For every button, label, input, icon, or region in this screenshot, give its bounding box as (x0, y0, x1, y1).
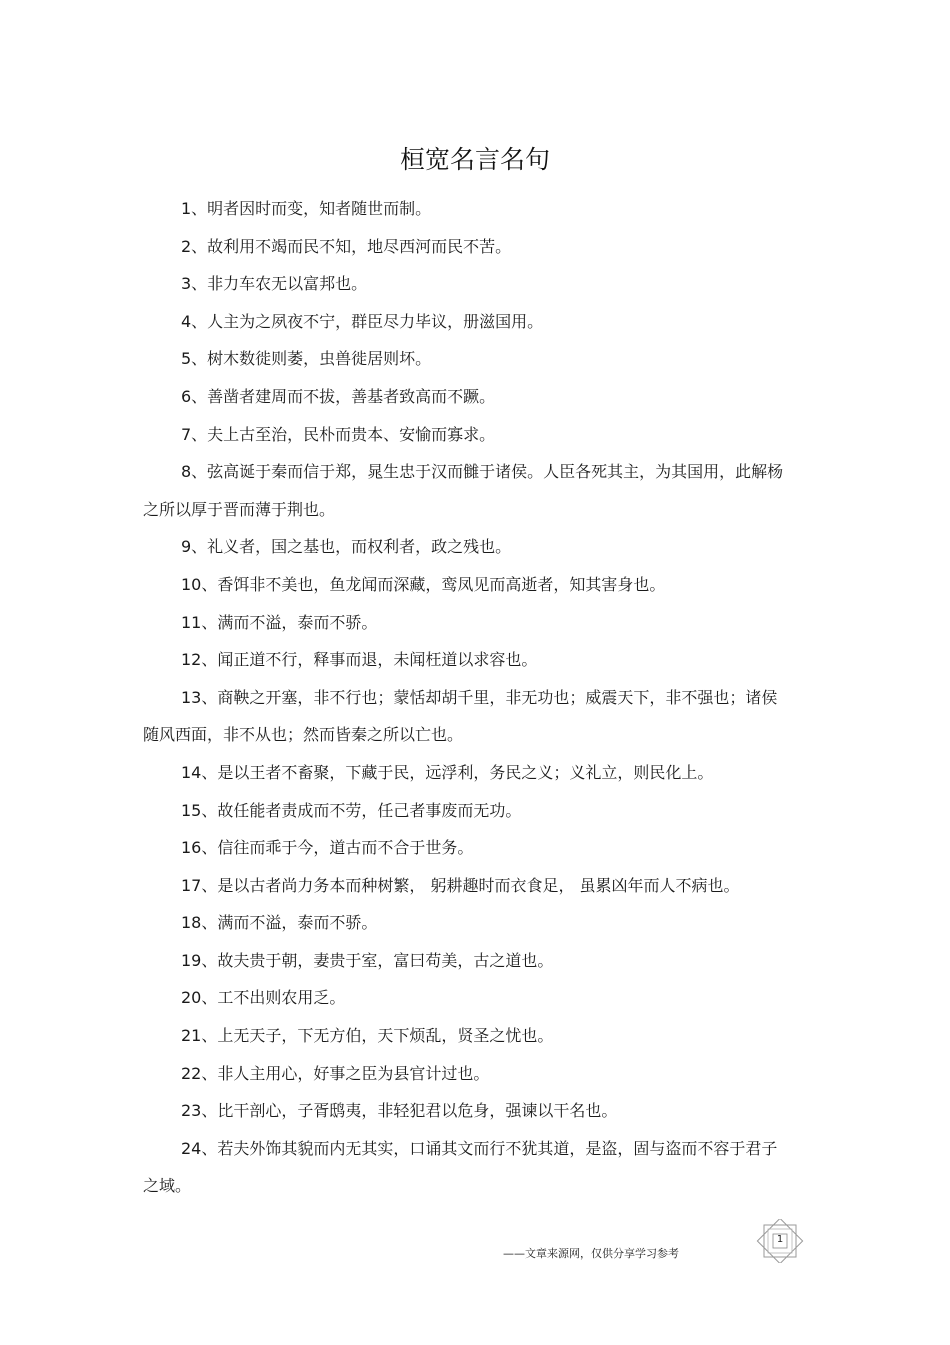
source-note: ——文章来源网，仅供分享学习参考 (503, 1247, 679, 1260)
quote-item: 12、闻正道不行，释事而退，未闻枉道以求容也。 (181, 650, 538, 670)
quote-item: 3、非力车农无以富邦也。 (181, 274, 368, 294)
quote-item: 13、商鞅之开塞，非不行也；蒙恬却胡千里，非无功也；威震天下，非不强也；诸侯随风西面，非不从也；然而皆秦之所以亡也。 (143, 687, 778, 745)
quote-item: 23、比干剖心，子胥鸱夷，非轻犯君以危身，强谏以干名也。 (181, 1101, 618, 1121)
page-title: 桓宽名言名句 (399, 145, 550, 174)
quote-item: 20、工不出则农用乏。 (181, 988, 346, 1008)
quote-item: 16、信往而乖于今，道古而不合于世务。 (181, 838, 474, 858)
quote-item: 22、非人主用心，好事之臣为县官计过也。 (181, 1063, 490, 1083)
quote-item: 6、善凿者建周而不拔，善基者致高而不蹶。 (181, 386, 496, 406)
quote-item: 21、上无天子，下无方伯，天下烦乱，贤圣之忧也。 (181, 1026, 554, 1046)
quote-item: 9、礼义者，国之基也，而权利者，政之残也。 (181, 537, 512, 557)
quote-item: 10、香饵非不美也，鱼龙闻而深藏，鸾凤见而高逝者，知其害身也。 (181, 574, 666, 594)
quote-item: 14、是以王者不畜聚，下藏于民，远浮利，务民之义；义礼立，则民化上。 (181, 762, 714, 782)
quote-item: 24、若夫外饰其貌而内无其实，口诵其文而行不犹其道，是盗，固与盗而不容于君子之域。 (143, 1138, 778, 1196)
quote-item: 1、明者因时而变，知者随世而制。 (181, 199, 432, 218)
quote-item: 17、是以古者尚力务本而种树繁， 躬耕趣时而衣食足， 虽累凶年而人不病也。 (181, 875, 740, 895)
quote-item: 11、满而不溢，泰而不骄。 (181, 612, 378, 632)
quote-item: 18、满而不溢，泰而不骄。 (181, 913, 378, 933)
quote-item: 19、故夫贵于朝，妻贵于室，富曰苟美，古之道也。 (181, 950, 554, 970)
quote-item: 5、树木数徙则萎，虫兽徙居则坏。 (181, 349, 432, 369)
page-number-badge (756, 1219, 804, 1263)
quote-item: 15、故任能者责成而不劳，任己者事废而无功。 (181, 800, 522, 820)
page-number: 1 (776, 1234, 784, 1245)
quote-item: 7、夫上古至治，民朴而贵本、安愉而寡求。 (181, 424, 496, 444)
quote-item: 2、故利用不竭而民不知，地尽西河而民不苦。 (181, 236, 512, 256)
quote-list (143, 190, 793, 1205)
quote-item: 4、人主为之夙夜不宁，群臣尽力毕议，册滋国用。 (181, 311, 544, 331)
quote-item: 8、弦高诞于秦而信于郑，晁生忠于汉而雠于诸侯。人臣各死其主，为其国用，此解杨之所以厚于晋而薄于荆也。 (143, 462, 784, 519)
